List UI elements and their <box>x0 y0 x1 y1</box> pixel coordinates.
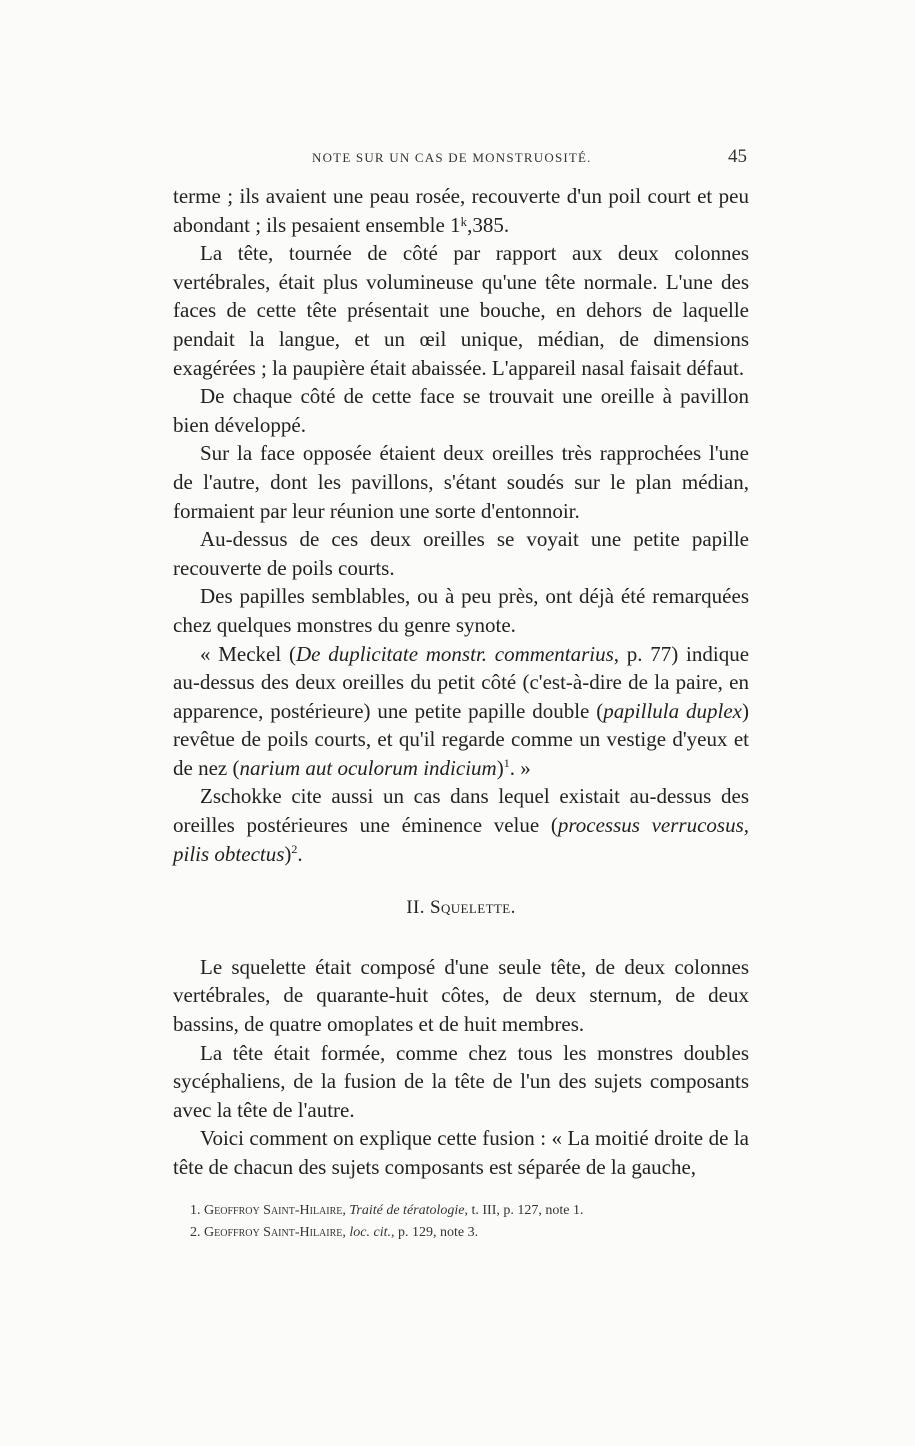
paragraph-3: De chaque côté de cette face se trouvait une oreille à pavillon bien développé. <box>173 384 749 437</box>
footnote-ref-1[interactable]: 1 <box>503 755 510 770</box>
italic-latin-term: narium aut oculorum indicium <box>239 755 497 780</box>
paragraph-9: Le squelette était composé d'une seule tête, de deux colonnes vertébrales, de quarante-huit côtes, de deux sternum, de deux bassins, de quatre omoplates et de huit membres. <box>173 954 749 1037</box>
paragraph-7-meckel-quote <box>173 640 749 783</box>
text-run: . <box>297 841 303 866</box>
footnote-rest: , t. III, p. 127, note 1. <box>464 1203 584 1218</box>
running-head: NOTE SUR UN CAS DE MONSTRUOSITÉ. <box>312 150 592 165</box>
footnote-author: Geoffroy Saint-Hilaire <box>204 1203 343 1218</box>
text-run: ) <box>284 841 292 866</box>
body-text <box>173 182 749 1182</box>
footnote-rest: , p. 129, note 3. <box>391 1225 479 1240</box>
footnote-2: 2. Geoffroy Saint-Hilaire, loc. cit., p. 129, note 3. <box>190 1225 479 1240</box>
footnote-1: 1. Geoffroy Saint-Hilaire, Traité de tératologie, t. III, p. 127, note 1. <box>190 1203 584 1218</box>
text-run: « Meckel ( <box>200 641 296 666</box>
footnote-work: loc. cit. <box>349 1225 391 1240</box>
text-run: . » <box>509 755 531 780</box>
footnote-number: 2. <box>190 1225 201 1240</box>
footnote-number: 1. <box>190 1203 201 1218</box>
text-run: Zschokke cite aussi un cas dans lequel existait au-dessus des oreilles postérieures une éminence velue ( <box>173 784 749 838</box>
paragraph-1: terme ; ils avaient une peau rosée, recouverte d'un poil court et peu abondant ; ils pesaient ensemble 1ᵏ,385. <box>173 184 749 237</box>
paragraph-11: Voici comment on explique cette fusion : « La moitié droite de la tête de chacun des sujets composants est séparée de la gauche, <box>173 1126 749 1179</box>
paragraph-6: Des papilles semblables, ou à peu près, ont déjà été remarquées chez quelques monstres du genre synote. <box>173 584 749 637</box>
footnote-author: Geoffroy Saint-Hilaire <box>204 1225 343 1240</box>
paragraph-4: Sur la face opposée étaient deux oreilles très rapprochées l'une de l'autre, dont les pavillons, s'étant soudés sur le plan médian, formaient par leur réunion une sorte d'entonnoir. <box>173 441 749 523</box>
page-number: 45 <box>728 146 747 167</box>
section-heading: II. Squelette. <box>406 897 516 919</box>
text-run: ) revêtue de poils courts, et qu'il regarde comme un vestige d'yeux et de nez ( <box>173 698 749 780</box>
paragraph-10: La tête était formée, comme chez tous les monstres doubles sycéphaliens, de la fusion de la tête de l'un des sujets composants avec la tête de l'autre. <box>173 1040 749 1122</box>
text-run: ) <box>496 755 504 780</box>
footnote-ref-2[interactable]: 2 <box>291 841 298 856</box>
footnote-work: Traité de tératologie <box>349 1203 465 1218</box>
italic-latin-term: processus verrucosus, pilis obtectus <box>173 813 749 866</box>
footnotes <box>190 1200 750 1244</box>
text-run: , p. 77) indique au-dessus des deux oreilles du petit côté (c'est-à-dire de la paire, en apparence, postérieure) une petite papille double ( <box>173 641 750 723</box>
paragraph-8-zschokke <box>173 782 749 868</box>
italic-title: De duplicitate monstr. commentarius <box>295 641 614 666</box>
italic-latin-term: papillula duplex <box>603 698 742 723</box>
paragraph-5: Au-dessus de ces deux oreilles se voyait une petite papille recouverte de poils courts. <box>173 527 749 580</box>
paragraph-2: La tête, tournée de côté par rapport aux deux colonnes vertébrales, était plus volumineuse qu'une tête normale. L'une des faces de cette tête présentait une bouche, en dehors de laquelle pendait la langue, et un œil unique, médian, de dimensions exagérées ; la paupière était abaissée. L'appareil nasal faisait défaut. <box>173 241 749 380</box>
